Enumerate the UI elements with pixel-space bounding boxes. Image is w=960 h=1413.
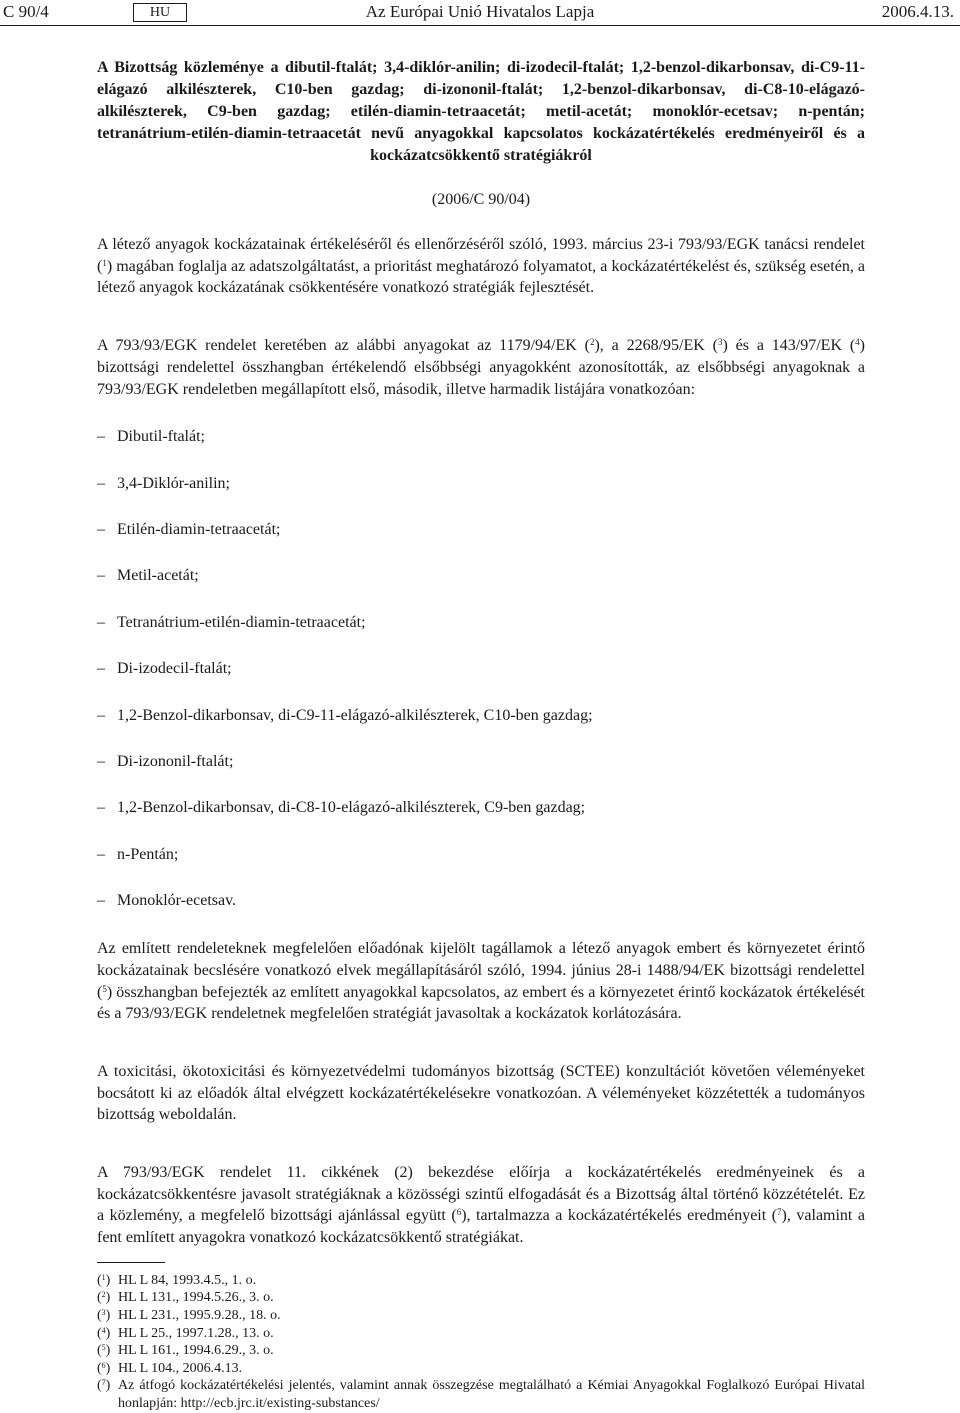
list-item: – n-Pentán; [97,844,865,866]
footnote: ($^7$) Az átfogó kockázatértékelési jelentés, valamint annak összegzése megtalálható a Kémiai Anyagokkal Foglalkozó Európai Hivatal honlapján: http://ecb.jrc.it/existing-substances/ [97,1378,865,1412]
footnote-ref[interactable]: 3 [717,337,723,348]
list-dash: – [97,845,105,863]
footnote: ($^4$) HL L 25., 1997.1.28., 13. o. [97,1325,274,1341]
publication-date: 2006.4.13. [881,2,954,21]
list-item: – Monoklór-ecetsav. [97,890,865,912]
list-dash: – [97,521,105,538]
list-item: – Di-izononil-ftalát; [97,751,865,773]
list-dash: – [97,474,105,492]
list-dash: – [97,706,105,724]
list-item: – Metil-acetát; [97,565,865,587]
paragraph-4: A toxicitási, ökotoxicitási és környezetvédelmi tudományos bizottság (SCTEE) konzultációt követően véleményeket bocsátott ki az előadók által elvégzett kockázatértékelésekre vonatkozóan. A véleményeket közzétették a tudományos bizottság weboldalán. [97,1062,865,1124]
footnote: ($^6$) HL L 104., 2006.4.13. [97,1360,243,1376]
paragraph-3: Az említett rendeleteknek megfelelően előadónak kijelölt tagállamok a létező anyagok embert és környezetet érintő kockázatainak becslésére vonatkozó elvek megállapításáról szóló, 1994. június 28-i 1488/94/EK bizottsági rendelettel ($^5$) összhangban befejezték az említett anyagokkal kapcsolatos, az embert és a környezetet érintő kockázatok értékelését és a 793/93/EGK rendeletnek megfelelően stratégiát javasoltak a kockázatok korlátozására. [97,940,865,1023]
footnote-separator [97,1262,165,1263]
footnote: ($^5$) HL L 161., 1994.6.29., 3. o. [97,1343,274,1359]
substance-list [97,426,865,912]
list-item: – 3,4-Diklór-anilin; [97,473,865,495]
footnote-ref[interactable]: 5 [102,983,107,994]
document-title: A Bizottság közleménye a dibutil-ftalát; 3,4-diklór-anilin; di-izodecil-ftalát; 1,2-benzol-dikarbonsav, di-C9-11-elágazó alkilészterek, C10-ben gazdag; di-izononil-ftalát; 1,2-benzol-dikarbonsav, di-C8-10-elágazó-alkilészterek, C9-ben gazdag; etilén-diamin-tetraacetát; metil-acetát; monoklór-ecetsav; n-pentán; tetranátrium-etilén-diamin-tetraacetát nevű anyagokkal kapcsolatos kockázatértékelés eredményeiről és a kockázatcsökkentő stratégiákról [97,59,865,164]
paragraph-5: A 793/93/EGK rendelet 11. cikkének (2) bekezdése előírja a kockázatértékelés eredményeinek és a kockázatcsökkentésre javasolt stratégiáknak a közösségi szintű elfogadását és a Bizottság által történő közzétételét. Ez a közlemény, a megfelelő bizottsági ajánlással együtt ($^6$), tartalmazza a kockázatértékelés eredményeit ($^7$), valamint a fent említett anyagokra vonatkozó kockázatcsökkentő stratégiákat. [97,1164,865,1247]
list-item: – Tetranátrium-etilén-diamin-tetraacetát; [97,612,865,634]
footnote-ref[interactable]: 6 [456,1207,462,1218]
paragraph-1: A létező anyagok kockázatainak értékeléséről és ellenőrzéséről szóló, 1993. március 23-i 793/93/EGK tanácsi rendelet ($^1$) magában foglalja az adatszolgáltatást, a prioritást meghatározó folyamatot, a kockázatértékelést és, szükség esetén, a létező anyagok kockázatának csökkentésére vonatkozó stratégiák fejlesztését. [97,236,865,297]
footnote: ($^1$) HL L 84, 1993.4.5., 1. o. [97,1272,257,1288]
list-item: – 1,2-Benzol-dikarbonsav, di-C8-10-elágazó-alkilészterek, C9-ben gazdag; [97,797,865,819]
list-dash: – [97,799,105,817]
list-dash: – [97,892,105,910]
list-item: – Di-izodecil-ftalát; [97,658,865,680]
footnote-ref[interactable]: 2 [589,337,595,348]
list-item: – Etilén-diamin-tetraacetát; [97,519,865,541]
footnote-ref[interactable]: 7 [777,1207,782,1218]
list-dash: – [97,613,105,631]
header-rule [0,25,960,26]
journal-title: Az Európai Unió Hivatalos Lapja [365,2,595,21]
list-item: – 1,2-Benzol-dikarbonsav, di-C9-11-elágazó-alkilészterek, C10-ben gazdag; [97,705,865,727]
document-body [97,57,865,1413]
document-reference: (2006/C 90/04) [431,191,531,208]
list-dash: – [97,567,105,585]
footnote-ref[interactable]: 4 [855,337,860,348]
footnote-ref[interactable]: 1 [102,257,107,268]
journal-header [0,0,960,24]
list-dash: – [97,428,105,446]
footnote-link-text[interactable]: Az átfogó kockázatértékelési jelentés, valamint annak összegzése megtalálható a Kémiai Anyagokkal Foglalkozó Európai Hivatal honlapján: http://ecb.jrc.it/existing-substances/ [118,1378,865,1412]
list-dash: – [97,752,105,770]
paragraph-2: A 793/93/EGK rendelet keretében az alábbi anyagokat az 1179/94/EK ($^2$), a 2268/95/EK ($^3$) és a 143/97/EK ($^4$) bizottsági rendelettel összhangban értékelendő elsőbbségi anyagokként azonosították, az elsőbbségi anyagoknak a 793/93/EGK rendeletben megállapított első, második, illetve harmadik listájára vonatkozóan: [97,337,865,398]
list-dash: – [97,660,105,678]
page-reference: C 90/4 [3,2,49,21]
language-badge: HU [133,3,187,22]
footnote: ($^3$) HL L 231., 1995.9.28., 18. o. [97,1308,281,1324]
footnotes [97,1272,865,1413]
footnote: ($^2$) HL L 131., 1994.5.26., 3. o. [97,1290,274,1306]
list-item: – Dibutil-ftalát; [97,426,865,448]
